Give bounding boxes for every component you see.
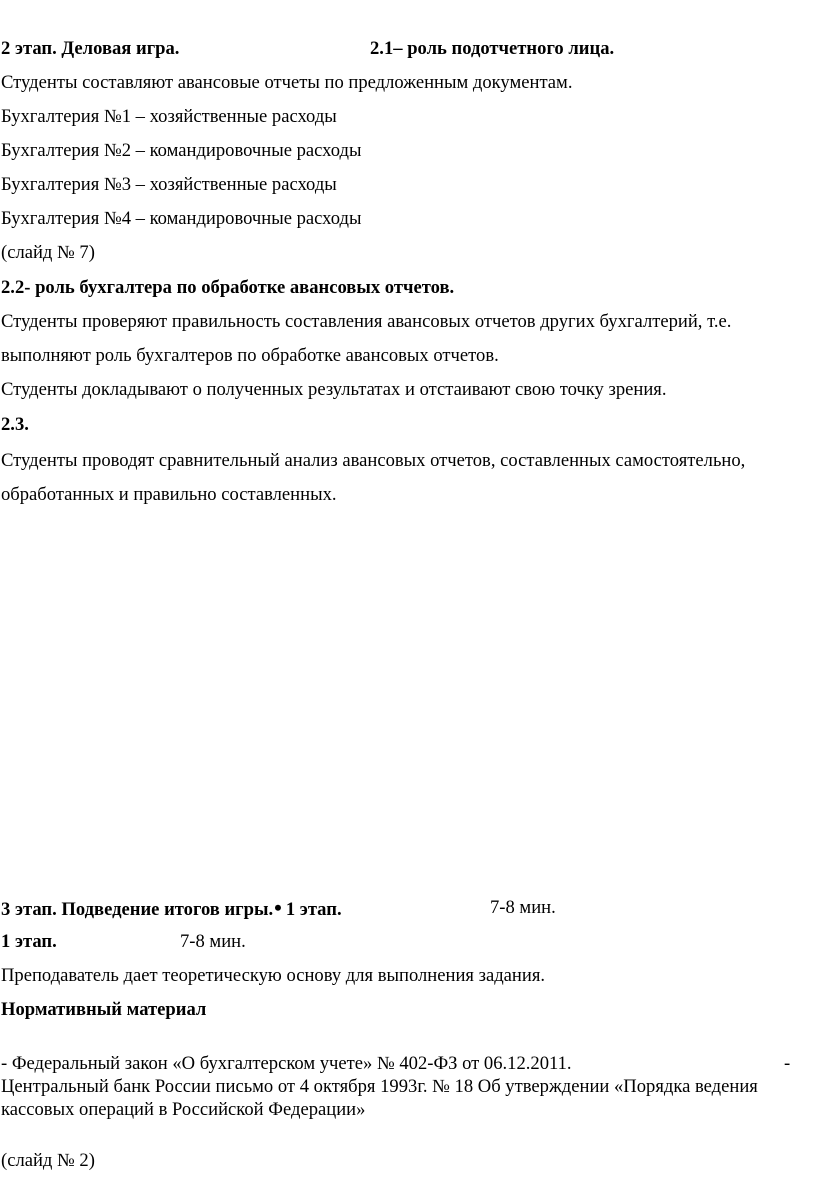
section3-heading-stage: 1 этап.: [285, 899, 342, 920]
law-federal: - Федеральный закон «О бухгалтерском учете» № 402-ФЗ от 06.12.2011.: [1, 1053, 572, 1074]
stage-line: [1, 931, 246, 953]
list-item-buh2: Бухгалтерия №2 – командировочные расходы: [1, 140, 362, 161]
list-item-buh3: Бухгалтерия №3 – хозяйственные расходы: [1, 174, 337, 195]
law-line-1: [1, 1053, 814, 1075]
list-item-buh4: Бухгалтерия №4 – командировочные расходы: [1, 208, 362, 229]
subheading-2-3: 2.3.: [1, 414, 29, 435]
law-dash: -: [784, 1053, 791, 1074]
section3-heading-time: 7-8 мин.: [490, 897, 556, 918]
paragraph: выполняют роль бухгалтеров по обработке авансовых отчетов.: [1, 345, 499, 366]
section3-heading-title: 3 этап. Подведение итогов игры.: [1, 899, 274, 920]
section3-heading: [1, 895, 556, 921]
slide-reference: (слайд № 7): [1, 242, 95, 263]
section2-heading-left: 2 этап. Деловая игра.: [1, 38, 180, 59]
stage-time: 7-8 мин.: [180, 931, 246, 952]
section2-heading-right: 2.1– роль подотчетного лица.: [370, 38, 615, 59]
subheading-2-2: 2.2- роль бухгалтера по обработке авансовых отчетов.: [1, 277, 455, 298]
paragraph: обработанных и правильно составленных.: [1, 484, 337, 505]
paragraph: Студенты составляют авансовые отчеты по предложенным документам.: [1, 72, 573, 93]
law-line-3: кассовых операций в Российской Федерации»: [1, 1099, 366, 1120]
paragraph: Студенты проверяют правильность составления авансовых отчетов других бухгалтерий, т.е.: [1, 311, 732, 332]
law-line-2: Центральный банк России письмо от 4 октября 1993г. № 18 Об утверждении «Порядка ведения: [1, 1076, 758, 1097]
paragraph: Студенты проводят сравнительный анализ авансовых отчетов, составленных самостоятельно,: [1, 450, 746, 471]
bullet-icon: •: [274, 895, 282, 920]
stage-label: 1 этап.: [1, 931, 57, 952]
section2-heading: [1, 38, 615, 60]
paragraph: Студенты докладывают о полученных результатах и отстаивают свою точку зрения.: [1, 379, 667, 400]
slide-reference: (слайд № 2): [1, 1150, 95, 1171]
list-item-buh1: Бухгалтерия №1 – хозяйственные расходы: [1, 106, 337, 127]
paragraph: Преподаватель дает теоретическую основу для выполнения задания.: [1, 965, 546, 986]
normative-heading: Нормативный материал: [1, 999, 207, 1020]
